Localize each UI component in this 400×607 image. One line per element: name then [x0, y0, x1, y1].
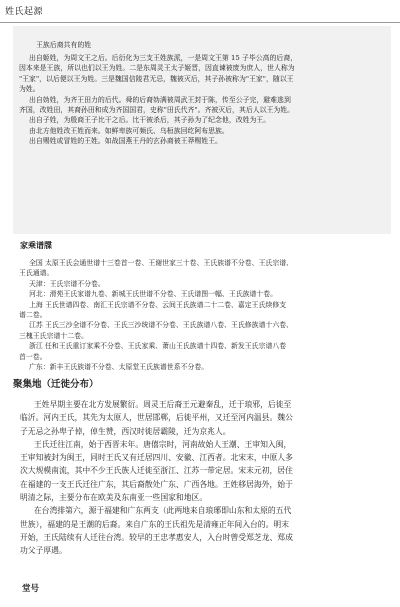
origin-line: 出自姬姓，为周文王之后。后衍化为三支王姓族派，一是周文王第 15 子毕公高的后裔， [29, 54, 298, 62]
origin-line: 出自子姓，为殷商王子比干之后。比干被杀后，其子孙为了纪念他，改姓为王。 [29, 116, 271, 125]
genealogy-line: 广东：新丰王氏族谱不分卷、太原堂王氏族谱世系不分卷。 [29, 363, 209, 372]
genealogy-text [19, 258, 388, 372]
origin-line: 出自赐姓或冒姓的王姓。如战国燕王丹的玄孙裔被王莽赐姓王。 [29, 137, 222, 146]
genealogy-line: 江苏 王氏三沙全谱不分卷、王氏三沙统谱不分卷、王氏族谱八卷、王氏修族谱十六卷、 [29, 321, 294, 330]
origin-line: 齐国，改姓田，其裔孙田和成为齐国国君，史称"田氏代齐"。齐被灭后，其后人以王为姓。 [19, 106, 295, 115]
genealogy-line: 上海 王氏世谱四卷、南汇王氏宗谱不分卷、云间王氏族谱二十二卷、嘉定王氏续修支 [29, 300, 287, 309]
genealogy-line: 天津：王氏宗谱不分卷。 [29, 279, 105, 288]
genealogy-line: 首一卷。 [19, 352, 47, 361]
distribution-line: 子无忌之孙卑子倬，倬生赞，西汉时徙居霸陵，迁为京兆人。 [20, 426, 231, 436]
distribution-line: 功父子厚遇。 [20, 546, 67, 556]
distribution-line: 在福建的一支王氏迁往广东，其后裔散处广东、广西各地。王姓移居海外，始于 [20, 479, 293, 489]
page-header-title: 姓氏起源 [5, 7, 44, 17]
origin-line: 出自妫姓，为齐王田力的后代。舜的后裔妫满被周武王封于陈，传至公子完，避难逃到 [29, 95, 291, 104]
origin-line: "王家"，以后便以王为姓。三是魏国信陵君无忌，魏被灭后，其子孙被称为"王家"，随以王 [19, 74, 294, 83]
distribution-line: 在台湾排第六，源于福建和广东两支（此两地来自琅琊即山东和太原的五代 [34, 506, 292, 516]
genealogy-line: 三槐王氏宗谱十二卷。 [19, 331, 88, 340]
origin-line: 由北方他姓改王姓而来。如鲜卑族可频氏、乌桓族回纥阿布思族。 [29, 126, 229, 135]
origin-line: 因本来是王族，所以也们以王为姓。二是东周灵王太子姬晋，因直谏被废为庶人，世人称为 [19, 64, 295, 73]
distribution-line: 明清之际，主要分布在欧美及东南亚一些国家和地区。 [20, 493, 208, 503]
distribution-line: 王氏迁往江南，始于西晋末年。唐僖宗时，河南故始人王潮、王审知入闽， [34, 439, 292, 449]
genealogy-line: 谱二卷。 [19, 311, 47, 320]
genealogy-line: 王氏通谱。 [19, 269, 54, 278]
hall-name-heading: 堂号 [22, 584, 40, 594]
origin-subtitle: 王族后裔共有的姓 [36, 41, 92, 49]
distribution-line: 临沂。河内王氏，其先为太原人，世居邯郸，后徙平州，又迁至河内温县。魏公 [20, 413, 293, 423]
genealogy-heading: 家乘谱牒 [20, 240, 52, 250]
distribution-line: 王姓早期主要在北方发展繁衍。周灵王后裔王元避秦乱，迁于琅邪，后徙至 [34, 400, 292, 409]
distribution-line: 开始，王氏陆续有人迁往台湾。较早的王忠孝惠安人，入台时曾受郑芝龙、郑成 [20, 532, 293, 542]
origin-card [13, 26, 391, 234]
origin-text [19, 53, 385, 147]
distribution-line: 世族），福建的是王潮的后裔。来自广东的王氏祖先是清雍正年间入台的。明末 [20, 519, 289, 529]
distribution-line: 王审知被封为闽王，同时王氏又有迁居四川、安徽、江西者。北宋末，中原人多 [20, 453, 293, 463]
distribution-text [20, 398, 385, 558]
genealogy-line: 全国 太原王氏会通世谱十三卷首一卷、王谢世家三十卷、王氏族谱不分卷、王氏宗谱、 [29, 259, 294, 267]
origin-line: 为姓。 [19, 85, 40, 94]
distribution-line: 次大规模南流，其中不少王氏族人迁徙至浙江、江苏一带定居。宋末元初，居住 [20, 466, 293, 476]
distribution-heading: 聚集地（迁徙分布） [13, 379, 99, 390]
genealogy-line: 河北：滑苑王氏家谱九卷、新城王氏世谱不分卷、王氏谱图一幅、王氏族谱十卷。 [29, 290, 278, 299]
header-divider [0, 22, 400, 23]
genealogy-line: 浙江 任和王氏重订家乘不分卷、王氏家乘、萧山王氏族谱十四卷、新发王氏宗谱八卷 [29, 342, 287, 351]
